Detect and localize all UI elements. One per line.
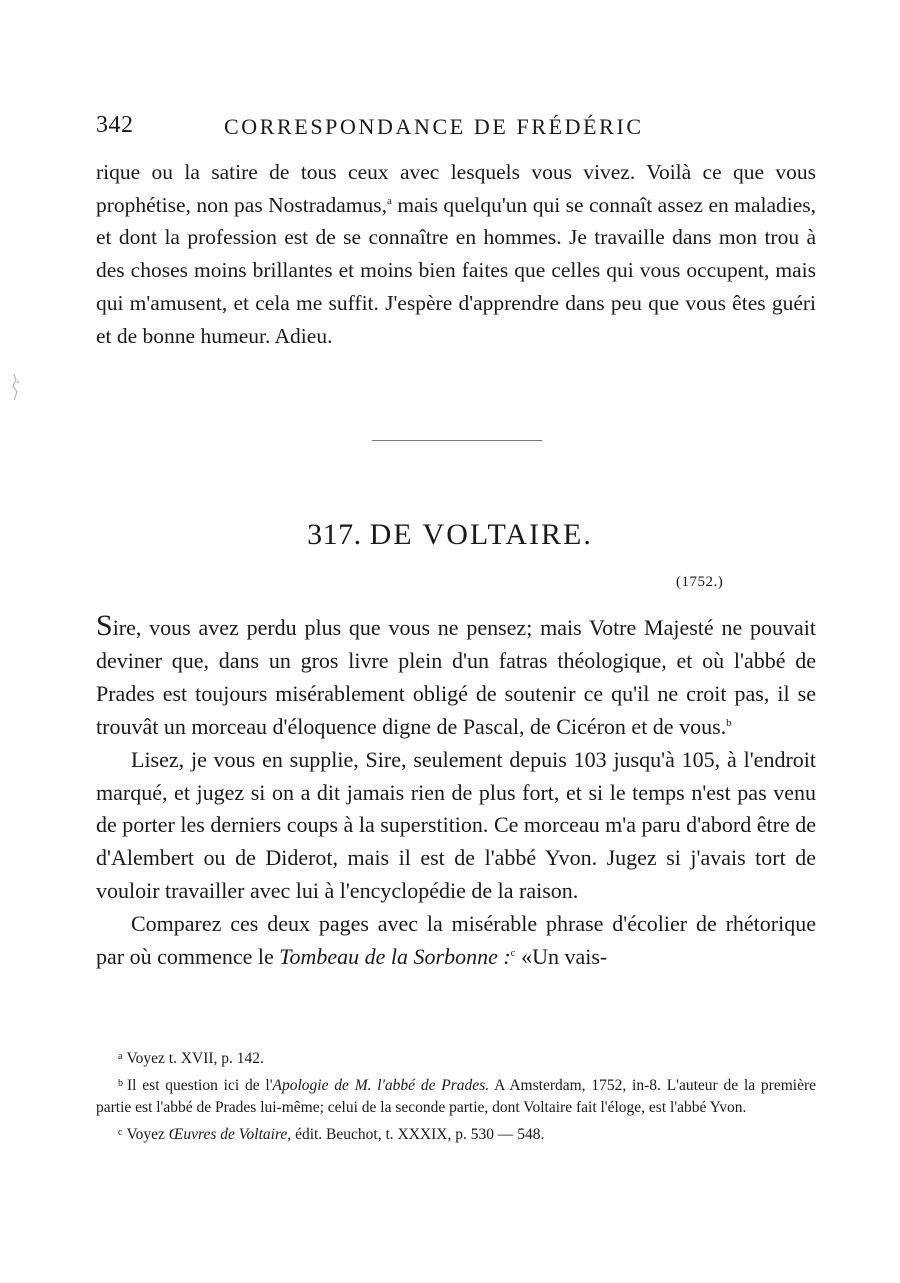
- footnote-mark: b: [118, 1077, 123, 1089]
- paragraph-2-text: Lisez, je vous en supplie, Sire, seulement depuis 103 jusqu'à 105, à l'endroit marqué, et jugez si on a dit jamais rien de plus fort, et si le temps n'est pas venu de porter les derniers coups à la superstition. Ce morceau m'a paru d'abord être de d'Alembert ou de Diderot, mais il est de l'abbé Yvon. Jugez si j'avais tort de vouloir travailler avec lui à l'encyclopédie de la raison.: [96, 746, 816, 904]
- paragraph-1-text: ire, vous avez perdu plus que vous ne pensez; mais Votre Majesté ne pouvait deviner que, dans un gros livre plein d'un fatras théologique, et où l'abbé de Prades est toujours misérablement obligé de soutenir ce qu'il ne croit pas, il se trouvât un morceau d'éloquence digne de Pascal, de Cicéron et de vous.: [96, 615, 816, 739]
- footnote-text-after: édit. Beuchot, t. XXXIX, p. 530 — 548.: [291, 1125, 545, 1143]
- footnote-text-before: Voyez: [126, 1125, 169, 1143]
- continued-paragraph: [96, 156, 816, 352]
- footnote-ref-c: c: [510, 947, 516, 960]
- footnote-text-after: A Amsterdam, 1752, in-8. L'auteur de la première partie est l'abbé de Prades lui-même; celui de la seconde partie, dont Voltaire fait l'éloge, est l'abbé Yvon.: [96, 1076, 817, 1117]
- letter-body: [96, 609, 816, 974]
- letter-heading: [0, 518, 900, 552]
- book-title-italic: Tombeau de la Sorbonne :: [279, 944, 511, 970]
- footnote-italic-title: Apologie de M. l'abbé de Prades.: [272, 1076, 490, 1094]
- footnote-b: [96, 1075, 816, 1120]
- letter-title: DE VOLTAIRE.: [369, 518, 593, 551]
- footnote-text: Voyez t. XVII, p. 142.: [126, 1050, 264, 1067]
- footnote-mark: a: [118, 1051, 123, 1062]
- footnote-ref-a: a: [387, 194, 392, 207]
- letter-number: 317.: [307, 518, 362, 551]
- footnotes: [96, 1048, 816, 1150]
- paragraph-3-text-before: Comparez ces deux pages avec la misérable phrase d'écolier de rhétorique par où commence le: [96, 911, 816, 970]
- footnote-text-before: Il est question ici de l': [127, 1076, 273, 1094]
- continued-text-part2: mais quelqu'un qui se connaît assez en maladies, et dont la profession est de se connaître en hommes. Je travaille dans mon trou à des choses moins brillantes et moins bien faites que celles qui vous occupent, mais qui m'amusent, et cela me suffit. J'espère d'apprendre dans peu que vous êtes guéri et de bonne humeur. Adieu.: [96, 192, 817, 348]
- paper-speck: [8, 372, 22, 402]
- footnote-c: [96, 1124, 816, 1147]
- running-head: [96, 112, 816, 146]
- running-title: CORRESPONDANCE DE FRÉDÉRIC: [224, 114, 644, 139]
- footnote-ref-b: b: [726, 716, 732, 729]
- footnote-italic-title: Œuvres de Voltaire,: [168, 1125, 292, 1143]
- page-number: 342: [96, 112, 134, 138]
- continued-text-part1: rique ou la satire de tous ceux avec lesquels vous vivez. Voilà ce que vous prophétise, non pas Nostradamus,: [96, 160, 816, 217]
- letter-date: (1752.): [676, 574, 724, 590]
- paragraph-3-text-after: «Un vais-: [515, 944, 608, 970]
- letter-paragraph-3: [96, 908, 816, 974]
- letter-paragraph-2: [96, 744, 816, 909]
- section-divider: [372, 440, 542, 441]
- continued-letter-text: [96, 156, 816, 352]
- initial-letter: S: [96, 609, 113, 642]
- footnote-mark: c: [118, 1126, 123, 1138]
- letter-paragraph-1: [96, 609, 816, 744]
- footnote-a: [96, 1048, 816, 1071]
